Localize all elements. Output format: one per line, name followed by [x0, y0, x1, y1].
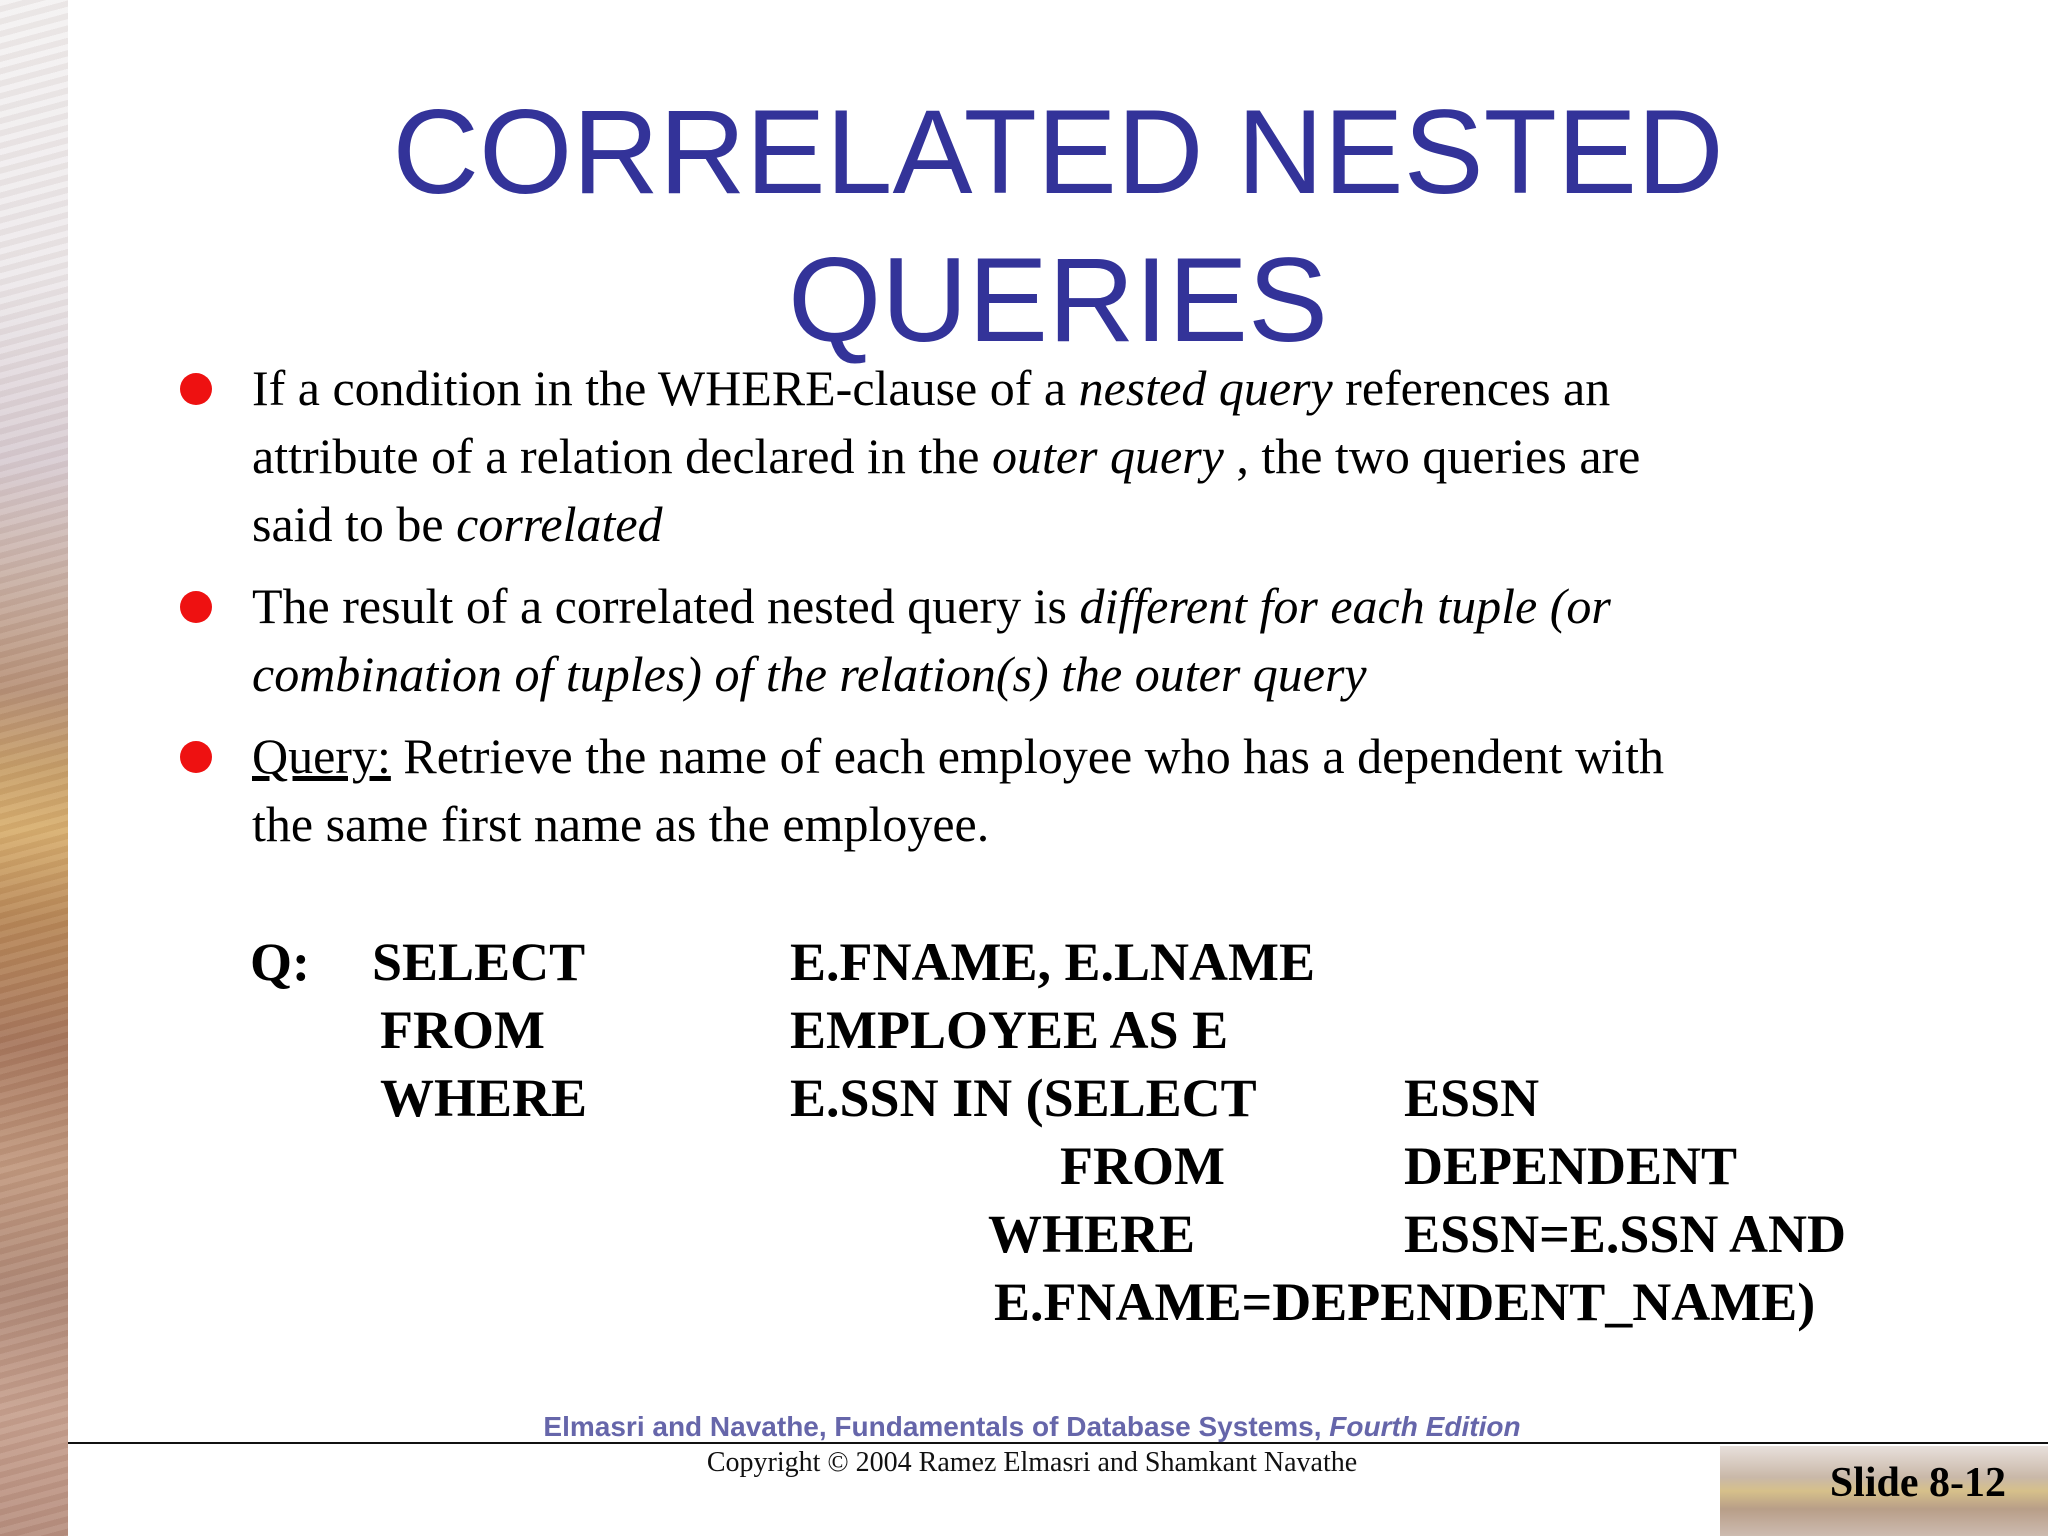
subquery-where-condition-continued: E.FNAME=DEPENDENT_NAME)	[994, 1272, 1816, 1332]
footer-copyright: Copyright © 2004 Ramez Elmasri and Shamkant Navathe	[706, 1447, 1358, 1478]
text-run: attribute of a relation declared in the	[252, 428, 992, 484]
from-keyword: FROM	[380, 1000, 545, 1060]
slide-title	[68, 78, 2048, 374]
subquery-select-column: ESSN	[1404, 1068, 1540, 1128]
bullet-line	[252, 422, 1902, 490]
italic-run: nested query	[1078, 360, 1333, 416]
italic-run: combination of tuples) of the relation(s) the outer query	[252, 646, 1367, 702]
where-condition: E.SSN IN (SELECT	[790, 1068, 1257, 1128]
subquery-from-keyword: FROM	[1060, 1136, 1225, 1196]
where-keyword: WHERE	[380, 1068, 588, 1128]
italic-run: outer query	[991, 428, 1224, 484]
query-label-q: Q:	[250, 932, 310, 992]
bullet-line	[252, 722, 1902, 790]
bullet-dot-icon	[180, 373, 212, 405]
bullet-text	[252, 722, 1902, 858]
footer-book-edition: Fourth Edition	[1329, 1411, 1521, 1442]
text-run: said to be	[252, 496, 457, 552]
slide-title-line-2: QUERIES	[787, 233, 1329, 367]
bullet-line	[252, 790, 1902, 858]
subquery-where-keyword: WHERE	[988, 1204, 1196, 1264]
text-run: references an	[1332, 360, 1611, 416]
footer-book-title	[0, 1410, 2048, 1444]
bullet-dot-icon	[180, 741, 212, 773]
subquery-from-table: DEPENDENT	[1404, 1136, 1738, 1196]
query-label: Query:	[252, 728, 391, 784]
text-run: The result of a correlated nested query is	[252, 578, 1080, 634]
text-run: Retrieve the name of each employee who has a dependent with	[390, 728, 1664, 784]
bullet-line	[252, 490, 1902, 558]
italic-run: different for each tuple (or	[1079, 578, 1611, 634]
slide-title-line-1: CORRELATED NESTED	[392, 85, 1724, 219]
footer-book-title-text: Elmasri and Navathe, Fundamentals of Database Systems,	[543, 1411, 1330, 1442]
bullet-text	[252, 354, 1902, 558]
bullet-line	[252, 572, 1902, 640]
from-table: EMPLOYEE AS E	[790, 1000, 1229, 1060]
italic-run: correlated	[456, 496, 663, 552]
slide-number: Slide 8-12	[1829, 1460, 2006, 1506]
bullet-dot-icon	[180, 591, 212, 623]
bullet-line	[252, 640, 1902, 708]
footer-divider	[68, 1442, 2048, 1444]
text-run: , the two queries are	[1223, 428, 1641, 484]
select-columns: E.FNAME, E.LNAME	[790, 932, 1315, 992]
text-run: the same first name as the employee.	[252, 796, 990, 852]
text-run: If a condition in the WHERE-clause of a	[252, 360, 1079, 416]
subquery-where-condition: ESSN=E.SSN AND	[1404, 1204, 1846, 1264]
bullet-text	[252, 572, 1902, 708]
bullet-line	[252, 354, 1902, 422]
left-decorative-strip	[0, 0, 68, 1536]
select-keyword: SELECT	[372, 932, 586, 992]
